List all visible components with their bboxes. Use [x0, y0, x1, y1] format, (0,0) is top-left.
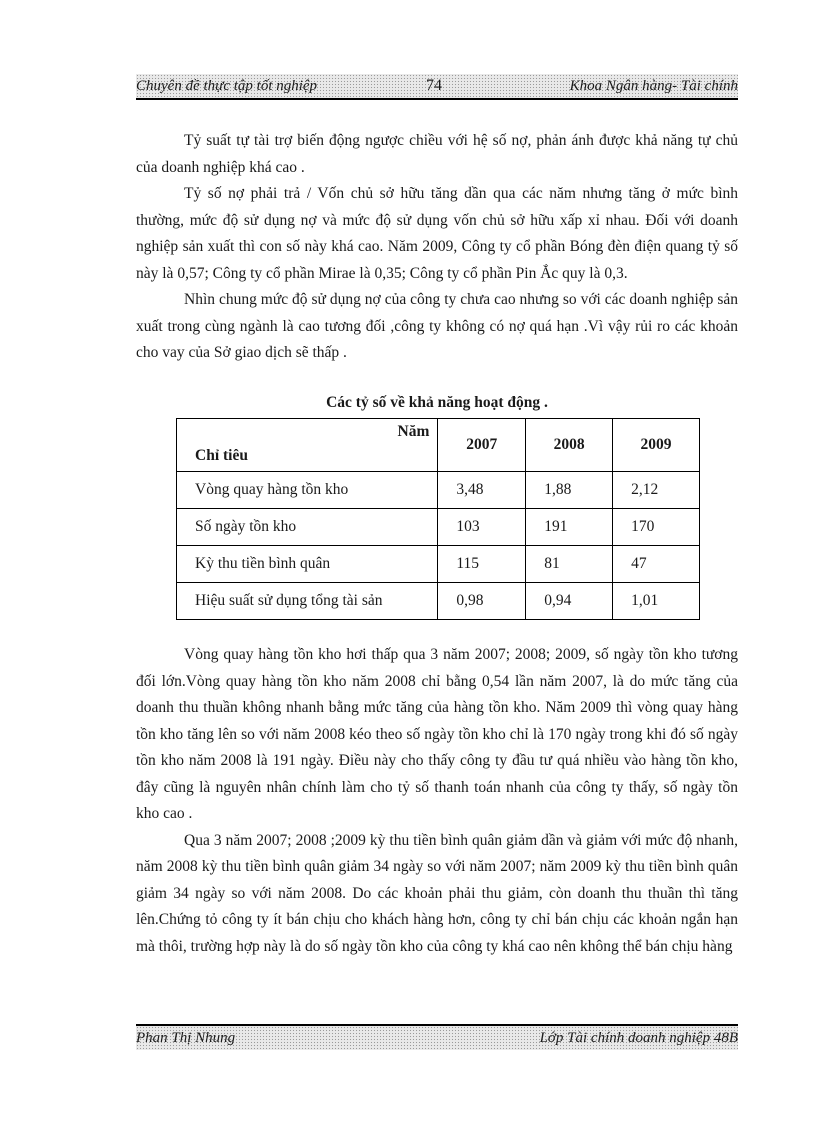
paragraph: Qua 3 năm 2007; 2008 ;2009 kỳ thu tiền bình quân giảm dần và giảm với mức độ nhanh, năm 2008 kỳ thu tiền bình quân giảm 34 ngày so với năm 2007; năm 2009 kỳ thu tiền bình quân giảm 34 ngày so với năm 2008. Do các khoản phải thu giảm, còn doanh thu thuần thì tăng lên.Chứng tỏ công ty ít bán chịu cho khách hàng hơn, công ty chỉ bán chịu các khoản ngắn hạn mà thôi, trường hợp này là do số ngày tồn kho của công ty khá cao nên không thể bán chịu hàng [136, 831, 738, 955]
cell-value: 3,48 [438, 472, 526, 509]
paragraph: Tỷ suất tự tài trợ biến động ngược chiều với hệ số nợ, phản ánh được khả năng tự chủ của doanh nghiệp khá cao . [136, 132, 738, 176]
cell-value: 0,94 [526, 583, 613, 620]
page-header [136, 74, 738, 100]
corner-year-label: Năm [397, 423, 430, 440]
cell-value: 1,88 [526, 472, 613, 509]
table-row [177, 583, 700, 620]
table-header-row [177, 419, 700, 472]
cell-value: 115 [438, 546, 526, 583]
body-text-top [136, 128, 738, 367]
activity-ratios-table [176, 418, 700, 620]
cell-value: 0,98 [438, 583, 526, 620]
paragraph: Nhìn chung mức độ sử dụng nợ của công ty chưa cao nhưng so với các doanh nghiệp sản xuất trong cùng ngành là cao tương đối ,công ty không có nợ quá hạn .Vì vậy rủi ro các khoản cho vay của Sở giao dịch sẽ thấp . [136, 291, 738, 361]
year-header: 2008 [526, 419, 613, 472]
table-row [177, 509, 700, 546]
paragraph: Tỷ số nợ phải trả / Vốn chủ sở hữu tăng dần qua các năm nhưng tăng ở mức bình thường, mức độ sử dụng nợ và mức độ sử dụng vốn chủ sở hữu xấp xỉ nhau. Đối với doanh nghiệp sản xuất thì con số này khá cao. Năm 2009, Công ty cổ phần Bóng đèn điện quang tỷ số này là 0,57; Công ty cổ phần Mirae là 0,35; Công ty cổ phần Pin Ắc quy là 0,3. [136, 185, 738, 282]
table-title: Các tỷ số về khả năng hoạt động . [326, 394, 548, 411]
table-corner-cell [177, 419, 438, 472]
row-label: Vòng quay hàng tồn kho [177, 472, 438, 509]
cell-value: 47 [613, 546, 700, 583]
bottom-dotted-rule [30, 1110, 816, 1111]
cell-value: 103 [438, 509, 526, 546]
header-faculty: Khoa Ngân hàng- Tài chính [569, 78, 738, 94]
footer-class: Lớp Tài chính doanh nghiệp 48B [539, 1030, 738, 1046]
year-header: 2007 [438, 419, 526, 472]
header-thesis-title: Chuyên đề thực tập tốt nghiệp [136, 78, 318, 94]
paragraph: Vòng quay hàng tồn kho hơi thấp qua 3 năm 2007; 2008; 2009, số ngày tồn kho tương đối lớn.Vòng quay hàng tồn kho năm 2008 chỉ bằng 0,54 lần năm 2007, là do mức tăng của doanh thu thuần không nhanh bằng mức tăng của hàng tồn kho. Năm 2009 thì vòng quay hàng tồn kho tăng lên so với năm 2008 kéo theo số ngày tồn kho chỉ là 170 ngày trong khi đó số ngày tồn kho năm 2008 là 191 ngày. Điều này cho thấy công ty đầu tư quá nhiều vào hàng tồn kho, đây cũng là nguyên nhân chính làm cho tỷ số thanh toán nhanh của công ty thấy, số ngày tồn kho cao . [136, 646, 738, 822]
cell-value: 191 [526, 509, 613, 546]
corner-indicator-label: Chỉ tiêu [195, 447, 248, 464]
table-row [177, 546, 700, 583]
row-label: Hiệu suất sử dụng tổng tài sản [177, 583, 438, 620]
page-number: 74 [426, 77, 442, 94]
cell-value: 81 [526, 546, 613, 583]
table-row [177, 472, 700, 509]
row-label: Kỳ thu tiền bình quân [177, 546, 438, 583]
cell-value: 1,01 [613, 583, 700, 620]
page-footer [136, 1024, 738, 1050]
year-header: 2009 [613, 419, 700, 472]
cell-value: 170 [613, 509, 700, 546]
footer-author: Phan Thị Nhung [136, 1030, 236, 1046]
cell-value: 2,12 [613, 472, 700, 509]
row-label: Số ngày tồn kho [177, 509, 438, 546]
body-text-bottom [136, 642, 738, 960]
